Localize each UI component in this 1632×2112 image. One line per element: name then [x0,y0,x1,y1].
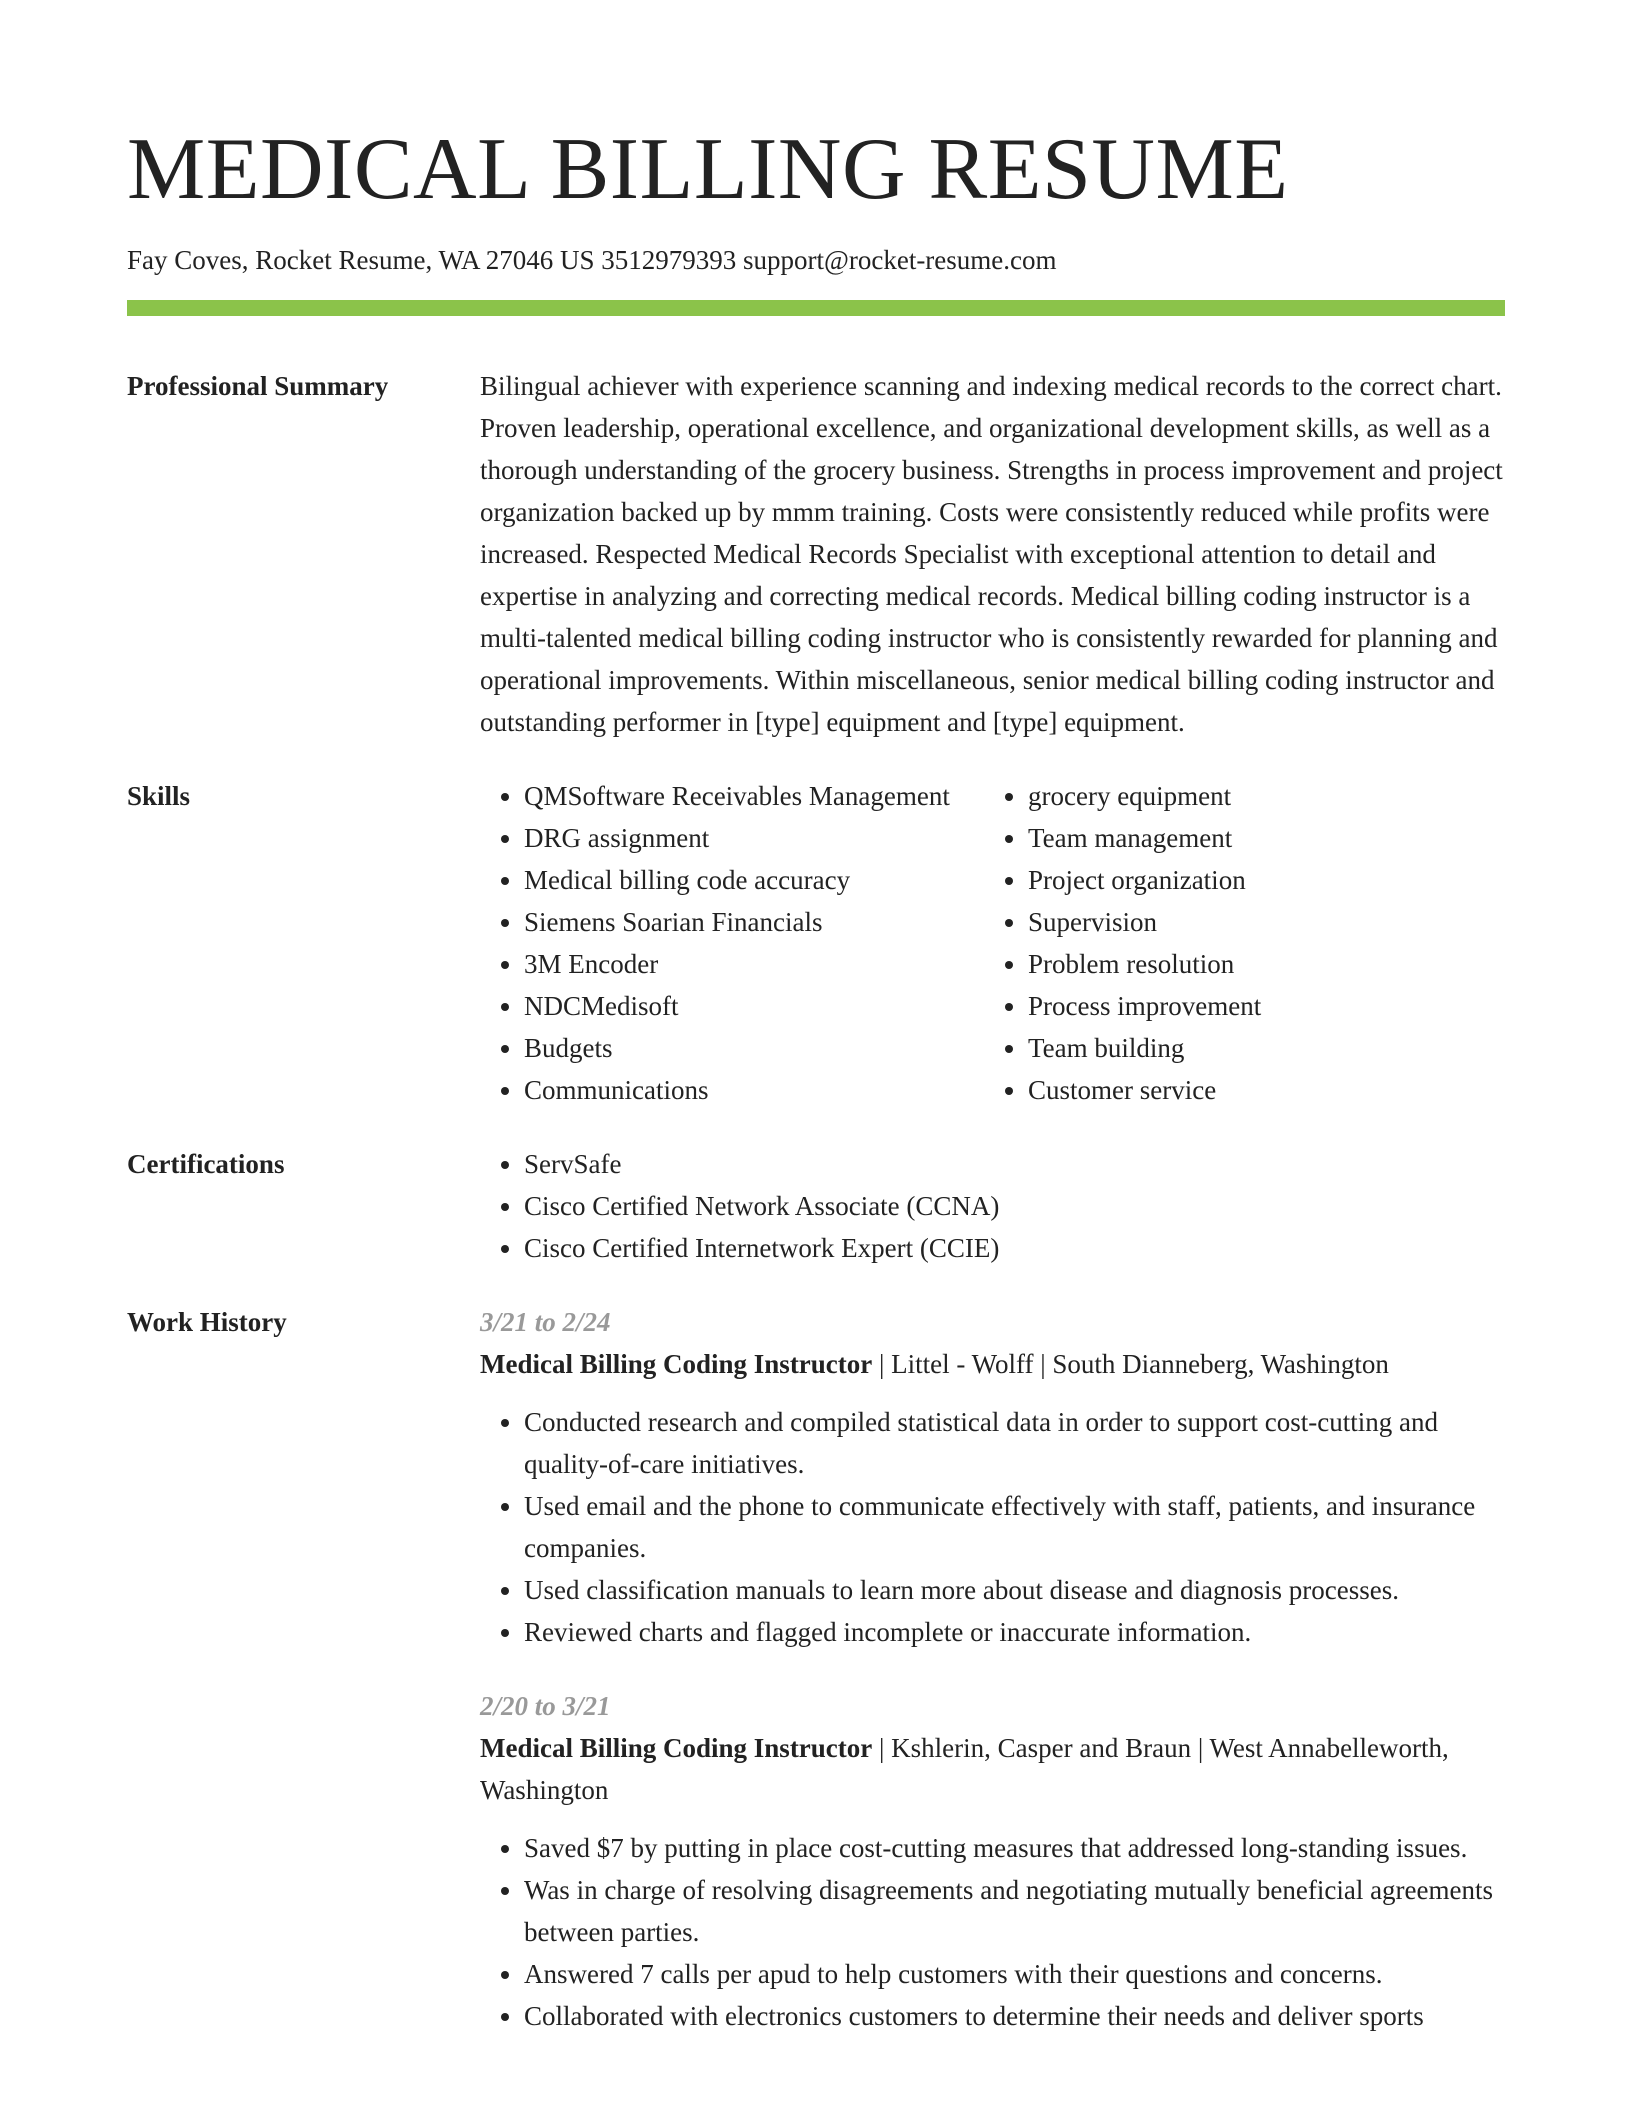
job-entry [480,1301,1505,1653]
skill-item: • Problem resolution [1028,943,1488,985]
skill-item: • DRG assignment [524,817,984,859]
skills-content [480,775,1505,1111]
skill-item: • Project organization [1028,859,1488,901]
job-details: | Littel - Wolff | South Dianneberg, Washington [872,1349,1389,1379]
skill-item: • Budgets [524,1027,984,1069]
certifications-label: Certifications [127,1149,285,1179]
skill-item: • Process improvement [1028,985,1488,1027]
job-bullets [480,1401,1505,1653]
summary-text: Bilingual achiever with experience scanning and indexing medical records to the correct chart. Proven leadership, operational excellence, and organizational development skills, as well as a thorough understanding of the grocery business. Strengths in process improvement and project organization backed up by mmm training. Costs were consistently reduced while profits were increased. Respected Medical Records Specialist with exceptional attention to detail and expertise in analyzing and correcting medical records. Medical billing coding instructor is a multi-talented medical billing coding instructor who is consistently rewarded for planning and operational improvements. Within miscellaneous, senior medical billing coding instructor and outstanding performer in [type] equipment and [type] equipment. [480,371,1503,737]
work-history-content [480,1301,1505,2037]
skill-item: • Team building [1028,1027,1488,1069]
job-bullet: • Conducted research and compiled statistical data in order to support cost-cutting and quality-of-care initiatives. [524,1401,1505,1485]
job-heading [480,1727,1505,1811]
job-dates: 3/21 to 2/24 [480,1307,611,1337]
certification-item: • ServSafe [524,1143,1505,1185]
skills-section [127,775,1505,1111]
job-title: Medical Billing Coding Instructor [480,1349,873,1379]
skills-label: Skills [127,781,191,811]
accent-divider [127,300,1505,316]
skill-item: • grocery equipment [1028,775,1488,817]
certification-item: • Cisco Certified Network Associate (CCNA) [524,1185,1505,1227]
skill-item: • QMSoftware Receivables Management [524,775,984,817]
work-history-section [127,1301,1505,2037]
job-bullet: • Saved $7 by putting in place cost-cutting measures that addressed long-standing issues. [524,1827,1505,1869]
skill-item: • NDCMedisoft [524,985,984,1027]
skill-item: • Supervision [1028,901,1488,943]
skill-item: • 3M Encoder [524,943,984,985]
job-bullets [480,1827,1505,2037]
summary-section [127,365,1505,743]
summary-content [480,365,1505,743]
skills-list-right [984,775,1488,1111]
skill-item: • Communications [524,1069,984,1111]
job-details: | Kshlerin, Casper and Braun | West Annabelleworth, Washington [480,1733,1449,1805]
skill-item: • Medical billing code accuracy [524,859,984,901]
job-bullet: • Used email and the phone to communicate effectively with staff, patients, and insurance companies. [524,1485,1505,1569]
certifications-list [480,1143,1505,1269]
job-bullet: • Was in charge of resolving disagreements and negotiating mutually beneficial agreements between parties. [524,1869,1505,1953]
job-bullet: • Reviewed charts and flagged incomplete or inaccurate information. [524,1611,1505,1653]
skill-item: • Team management [1028,817,1488,859]
job-entry [480,1685,1505,2037]
job-title: Medical Billing Coding Instructor [480,1733,873,1763]
job-heading [480,1343,1505,1385]
resume-title: MEDICAL BILLING RESUME [127,121,1289,218]
work-history-label: Work History [127,1307,287,1337]
skill-item: • Siemens Soarian Financials [524,901,984,943]
skills-list-left [480,775,984,1111]
certifications-content [480,1143,1505,1269]
skill-item: • Customer service [1028,1069,1488,1111]
job-bullet: • Used classification manuals to learn more about disease and diagnosis processes. [524,1569,1505,1611]
certification-item: • Cisco Certified Internetwork Expert (CCIE) [524,1227,1505,1269]
job-bullet: • Collaborated with electronics customers to determine their needs and deliver sports [524,1995,1505,2037]
job-dates: 2/20 to 3/21 [480,1691,611,1721]
job-bullet: • Answered 7 calls per apud to help customers with their questions and concerns. [524,1953,1505,1995]
contact-line: Fay Coves, Rocket Resume, WA 27046 US 3512979393 support@rocket-resume.com [127,245,1057,275]
summary-label: Professional Summary [127,371,389,401]
certifications-section [127,1143,1505,1269]
